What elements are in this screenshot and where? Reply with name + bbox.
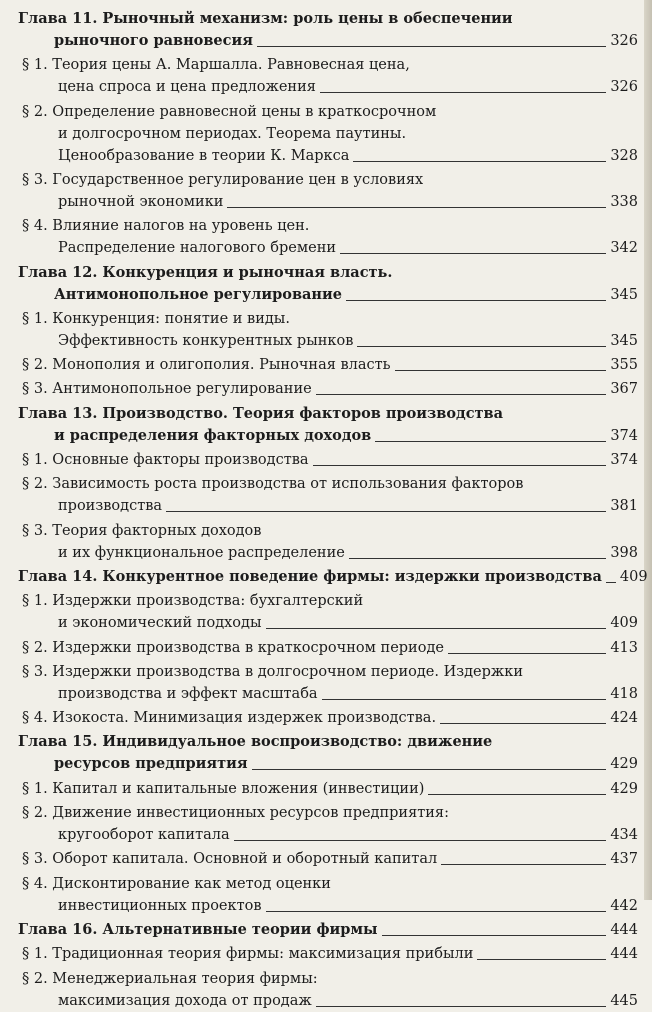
page-number: 429 — [610, 780, 638, 797]
leader-line — [353, 161, 606, 162]
leader-line — [349, 558, 606, 559]
entry-title-line: § 2. Монополия и олигополия. Рыночная власть — [22, 357, 391, 374]
entry-title-line: § 4. Изокоста. Минимизация издержек производства. — [22, 710, 437, 727]
entry-title-line: ресурсов предприятия — [54, 755, 248, 773]
page-number: 326 — [610, 79, 638, 96]
page-number: 374 — [610, 452, 638, 468]
entry-title-line: § 3. Оборот капитала. Основной и оборотный капитал — [22, 851, 438, 868]
leader-line — [606, 582, 616, 583]
entry-title-line: § 4. Влияние налогов на уровень цен. — [22, 218, 310, 235]
page-number: 381 — [610, 498, 638, 515]
chapter-entry — [18, 919, 638, 941]
leader-line — [448, 653, 606, 654]
entry-title-line: Глава 11. Рыночный механизм: роль цены в обеспечении — [18, 10, 513, 27]
entry-title-line: Распределение налогового бремени — [58, 240, 337, 257]
section-entry — [22, 707, 638, 729]
section-entry — [22, 873, 638, 917]
section-entry — [22, 378, 638, 400]
page-number: 338 — [610, 193, 638, 210]
leader-line — [441, 864, 606, 865]
section-entry — [22, 802, 638, 846]
entry-title-line: § 3. Теория факторных доходов — [22, 522, 262, 539]
entry-title-line: § 2. Издержки производства в краткосрочном периоде — [22, 639, 444, 656]
leader-line — [395, 370, 607, 371]
entry-title-line: кругооборот капитала — [58, 827, 230, 843]
leader-line — [313, 465, 607, 466]
leader-line — [375, 441, 606, 442]
page-number: 342 — [610, 240, 638, 257]
page-number: 418 — [610, 685, 638, 702]
entry-title-line: § 3. Антимонопольное регулирование — [22, 381, 312, 398]
page-number: 355 — [610, 357, 638, 374]
entry-title-line: Антимонопольное регулирование — [54, 285, 343, 303]
page-number: 367 — [610, 381, 638, 398]
entry-title-line: Ценообразование в теории К. Маркса — [58, 147, 350, 164]
entry-title-line: производства и эффект масштаба — [58, 685, 318, 702]
section-entry — [22, 354, 638, 376]
chapter-entry — [18, 403, 638, 447]
page-edge — [644, 0, 652, 900]
section-entry — [22, 101, 638, 167]
entry-title-line: § 1. Теория цены А. Маршалла. Равновесная цена, — [22, 57, 410, 74]
entry-title-line: § 1. Капитал и капитальные вложения (инвестиции) — [22, 780, 425, 797]
page-number: 345 — [610, 286, 638, 303]
entry-title-line: § 2. Менеджериальная теория фирмы: — [22, 970, 318, 987]
page-number: 424 — [610, 710, 638, 727]
section-entry — [22, 520, 638, 564]
page-number: 442 — [610, 897, 638, 914]
leader-line — [322, 699, 607, 700]
entry-title-line: § 1. Традиционная теория фирмы: максимизация прибыли — [22, 946, 474, 963]
page-number: 445 — [610, 992, 638, 1009]
leader-line — [440, 723, 606, 724]
entry-title-line: § 1. Издержки производства: бухгалтерский — [22, 593, 364, 610]
entry-title-line: § 1. Конкуренция: понятие и виды. — [22, 310, 290, 327]
entry-title-line: и их функциональное распределение — [58, 544, 345, 561]
leader-line — [166, 511, 606, 512]
leader-line — [252, 769, 607, 770]
page-number: 409 — [610, 615, 638, 632]
page-number: 345 — [610, 332, 638, 349]
section-entry — [22, 848, 638, 870]
page-number: 444 — [610, 921, 638, 938]
entry-title-line: максимизация дохода от продаж — [58, 992, 312, 1009]
page-number: 429 — [610, 756, 638, 773]
leader-line — [316, 394, 607, 395]
entry-title-line: Глава 15. Индивидуальное воспроизводство: движение — [18, 733, 493, 751]
leader-line — [340, 253, 606, 254]
entry-title-line: Глава 14. Конкурентное поведение фирмы: издержки производства — [18, 567, 602, 585]
page-number: 328 — [610, 147, 638, 164]
section-entry — [22, 590, 638, 634]
entry-title-line: и долгосрочном периодах. Теорема паутины. — [58, 125, 407, 142]
page-number: 374 — [610, 427, 638, 444]
page-number: 413 — [610, 639, 638, 656]
entry-title-line: инвестиционных проектов — [58, 897, 262, 914]
section-entry — [22, 54, 638, 98]
section-entry — [22, 943, 638, 965]
section-entry — [22, 308, 638, 352]
entry-title-line: Глава 16. Альтернативные теории фирмы — [18, 920, 378, 938]
entry-title-line: § 3. Государственное регулирование цен в условиях — [22, 171, 424, 188]
entry-title-line: § 2. Определение равновесной цены в краткосрочном — [22, 103, 437, 120]
leader-line — [346, 300, 606, 301]
entry-title-line: § 1. Основные факторы производства — [22, 452, 309, 468]
page-number: 437 — [610, 851, 638, 868]
leader-line — [266, 911, 607, 912]
entry-title-line: § 4. Дисконтирование как метод оценки — [22, 875, 331, 892]
leader-line — [428, 794, 606, 795]
section-entry — [22, 169, 638, 213]
entry-title-line: и экономический подходы — [58, 615, 262, 632]
section-entry — [22, 778, 638, 800]
leader-line — [357, 346, 606, 347]
entry-title-line: § 2. Зависимость роста производства от использования факторов — [22, 476, 524, 493]
chapter-entry — [18, 8, 638, 52]
entry-title-line: § 3. Издержки производства в долгосрочном периоде. Издержки — [22, 663, 523, 680]
leader-line — [227, 207, 606, 208]
leader-line — [320, 92, 606, 93]
section-entry — [22, 215, 638, 259]
page-number: 409 — [619, 568, 648, 585]
section-entry — [22, 968, 638, 1012]
leader-line — [234, 840, 607, 841]
chapter-entry — [18, 566, 648, 588]
chapter-entry — [18, 262, 638, 306]
entry-title-line: и распределения факторных доходов — [54, 426, 372, 444]
leader-line — [257, 46, 606, 47]
entry-title-line: Эффективность конкурентных рынков — [58, 332, 354, 349]
page-number: 444 — [610, 946, 638, 963]
chapter-entry — [18, 731, 638, 775]
entry-title-line: рыночной экономики — [58, 193, 224, 210]
page-number: 326 — [610, 33, 638, 49]
section-entry — [22, 473, 638, 517]
entry-title-line: цена спроса и цена предложения — [58, 79, 316, 96]
leader-line — [316, 1006, 607, 1007]
leader-line — [266, 628, 607, 629]
entry-title-line: § 2. Движение инвестиционных ресурсов предприятия: — [22, 805, 449, 821]
entry-title-line: Глава 13. Производство. Теория факторов производства — [18, 404, 503, 422]
section-entry — [22, 661, 638, 705]
page-number: 434 — [610, 827, 638, 843]
leader-line — [477, 959, 606, 960]
leader-line — [382, 935, 607, 936]
section-entry — [22, 449, 638, 471]
section-entry — [22, 637, 638, 659]
entry-title-line: рыночного равновесия — [54, 32, 253, 49]
entry-title-line: производства — [58, 498, 163, 515]
entry-title-line: Глава 12. Конкуренция и рыночная власть. — [18, 263, 393, 281]
page-number: 398 — [610, 544, 638, 561]
